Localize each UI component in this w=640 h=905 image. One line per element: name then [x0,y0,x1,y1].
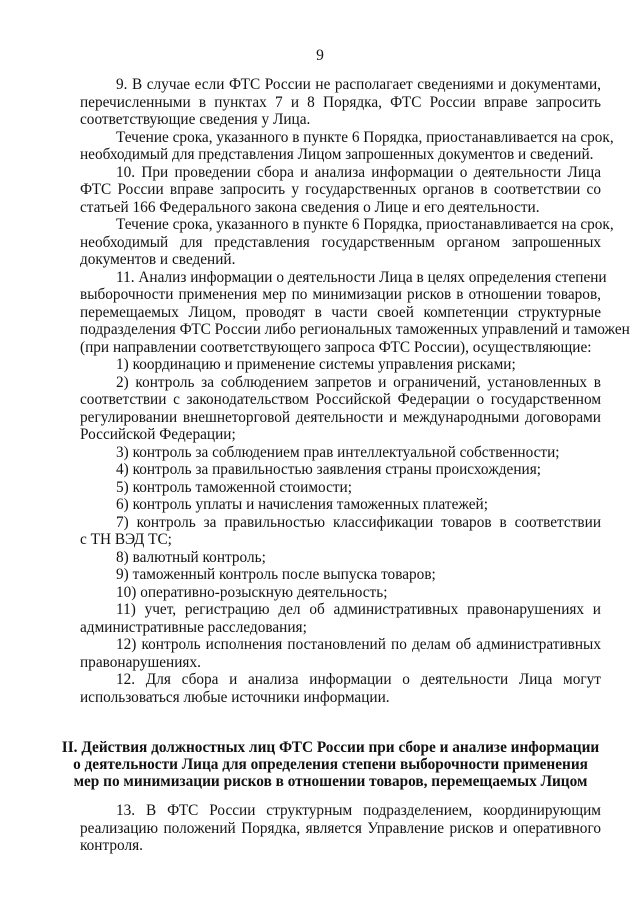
text-line: Российской Федерации; [80,426,236,443]
paragraph [80,216,614,269]
text-line: 12) контроль исполнения постановлений по делам об административных [116,636,601,653]
section-heading [60,739,601,790]
paragraph [80,802,601,855]
text-line: регулировании внешнеторговой деятельности и международными договорами [80,408,601,426]
text-line: реализацию положений Порядка, является Управление рисков и оперативного [80,819,601,837]
text-line: 8) валютный контроль; [116,548,266,566]
text-line: соответствующие сведения у Лица. [80,111,311,128]
paragraph [80,76,601,129]
paragraph [80,566,601,584]
paragraph [80,356,601,374]
text-line: 3) контроль за соблюдением прав интеллектуальной собственности; [116,443,560,461]
text-line: 7) контроль за правильностью классификации товаров в соответствии [116,513,601,531]
paragraph [80,374,601,444]
heading-line: о деятельности Лица для определения степени выборочности применения [73,756,588,773]
text-line: использоваться любые источники информации. [80,688,390,706]
text-line: с ТН ВЭД ТС; [80,531,172,548]
text-line: Течение срока, указанного в пункте 6 Порядка, приостанавливается на срок, [116,128,614,146]
text-line: перечисленными в пунктах 7 и 8 Порядка, ФТС России вправе запросить [80,93,601,111]
paragraph [80,549,601,567]
document-body [80,76,630,706]
text-line: 11) учет, регистрацию дел об административных правонарушениях и [116,601,601,618]
paragraph [80,496,601,514]
paragraph [80,514,601,549]
text-line: контроля. [80,837,143,854]
text-line: (при направлении соответствующего запроса ФТС России), осуществляющие: [80,338,592,356]
text-line: административные расследования; [80,618,307,636]
text-line: 6) контроль уплаты и начисления таможенных платежей; [116,496,488,513]
page-number: 9 [316,47,324,64]
text-line: Течение срока, указанного в пункте 6 Порядка, приостанавливается на срок, [116,216,614,233]
paragraph [80,636,601,671]
paragraph [80,461,601,479]
paragraph [80,444,601,462]
text-line: 1) координацию и применение системы управления рисками; [116,356,516,373]
paragraph [80,164,601,217]
text-line: 5) контроль таможенной стоимости; [116,478,352,496]
paragraph [80,584,601,602]
paragraph [80,479,601,497]
paragraph [80,268,630,357]
text-line: 10) оперативно-розыскную деятельность; [116,583,388,601]
text-line: 12. Для сбора и анализа информации о деятельности Лица могут [116,671,601,688]
text-line: статьей 166 Федерального закона сведения о Лице и его деятельности. [80,198,540,216]
paragraph [80,128,614,164]
text-line: ФТС России вправе запросить у государственных органов в соответствии со [80,181,601,198]
text-line: соответствии с законодательством Российской Федерации о государственном [80,391,601,408]
section-body [80,802,601,855]
text-line: 10. При проведении сбора и анализа информации о деятельности Лица [116,163,601,181]
paragraph [80,671,601,706]
text-line: 2) контроль за соблюдением запретов и ограничений, установленных в [116,373,601,391]
text-line: необходимый для представления государственным органом запрошенных [80,233,601,251]
text-line: необходимый для представления Лицом запрошенных документов и сведений. [80,146,594,163]
text-line: 9. В случае если ФТС России не располагает сведениями и документами, [116,76,601,93]
text-line: 4) контроль за правильностью заявления страны происхождения; [116,461,541,478]
heading-line: II. Действия должностных лиц ФТС России при сборе и анализе информации [61,739,600,756]
text-line: 13. В ФТС России структурным подразделением, координирующим [116,802,601,819]
text-line: документов и сведений. [80,251,236,268]
text-line: правонарушениях. [80,653,201,671]
paragraph [80,601,601,636]
text-line: 9) таможенный контроль после выпуска товаров; [116,566,436,583]
text-line: 11. Анализ информации о деятельности Лица в целях определения степени [116,268,607,286]
text-line: выборочности применения мер по минимизации рисков в отношении товаров, [80,286,601,303]
text-line: подразделения ФТС России либо региональных таможенных управлений и таможен [80,321,630,338]
text-line: перемещаемых Лицом, проводят в части своей компетенции структурные [80,303,601,321]
heading-line: мер по минимизации рисков в отношении товаров, перемещаемых Лицом [73,773,588,790]
